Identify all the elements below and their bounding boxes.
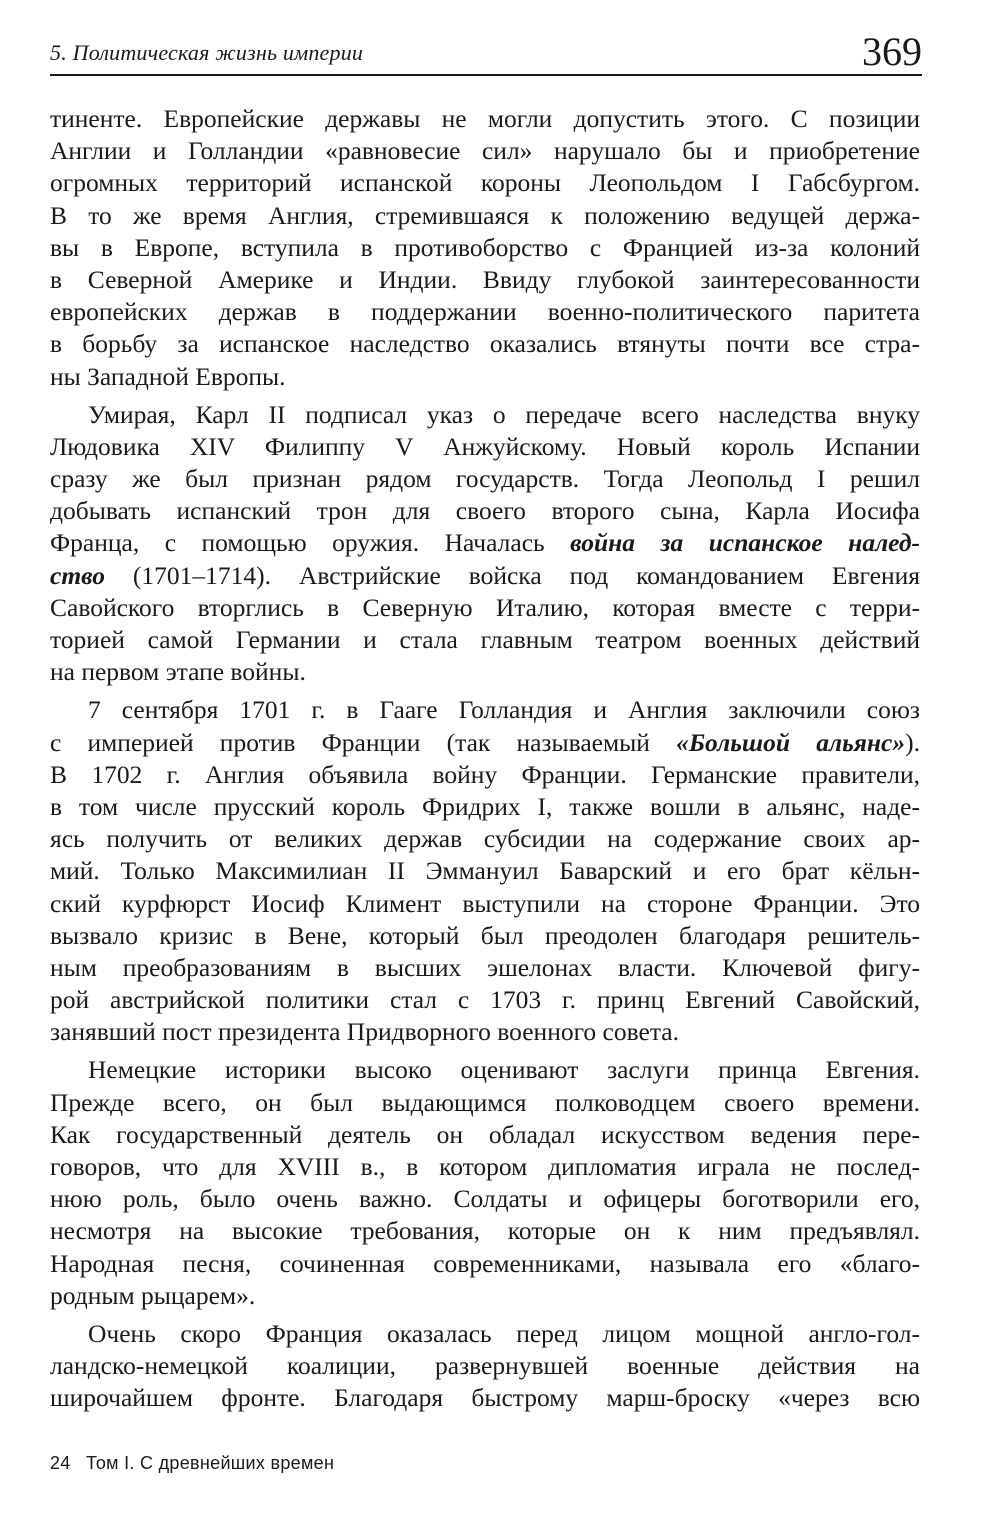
text-line bbox=[50, 1248, 920, 1280]
text-segment: в Северной Америке и Индии. Ввиду глубокой заинтересованности bbox=[50, 264, 920, 294]
text-line bbox=[50, 759, 920, 791]
text-line bbox=[50, 495, 920, 527]
text-segment: широчайшем фронте. Благодаря быстрому марш-броску «через всю bbox=[50, 1383, 920, 1413]
text-line bbox=[50, 527, 920, 559]
text-segment: тиненте. Европейские державы не могли допустить этого. С позиции bbox=[50, 104, 920, 133]
text-segment: 7 сентября 1701 г. в Гааге Голландия и Англия заключили союз bbox=[88, 695, 920, 725]
text-segment: Англии и Голландии «равновесие сил» нарушало бы и приобретение bbox=[50, 136, 920, 166]
text-line bbox=[50, 135, 920, 167]
text-segment: родным рыцарем». bbox=[50, 1280, 256, 1310]
text-segment: в том числе прусский король Фридрих I, также вошли в альянс, наде- bbox=[50, 791, 920, 821]
text-line bbox=[50, 103, 920, 135]
text-line bbox=[50, 624, 920, 656]
paragraph bbox=[50, 1054, 920, 1312]
text-segment: добывать испанский трон для своего второго сына, Карла Иосифа bbox=[50, 496, 920, 526]
text-segment: (1701–1714). Австрийские войска под командованием Евгения bbox=[104, 560, 920, 590]
text-segment: Немецкие историки высоко оценивают заслуги принца Евгения. bbox=[88, 1055, 920, 1085]
text-segment: рой австрийской политики стал с 1703 г. принц Евгений Савойский, bbox=[50, 985, 920, 1015]
text-segment: вызвало кризис в Вене, который был преодолен благодаря решитель- bbox=[50, 920, 920, 950]
text-segment: торией самой Германии и стала главным театром военных действий bbox=[50, 625, 920, 654]
text-line bbox=[50, 560, 920, 592]
text-segment: вы в Европе, вступила в противоборство с Францией из-за колоний bbox=[50, 232, 920, 262]
text-line bbox=[50, 1280, 920, 1312]
text-segment: сразу же был признан рядом государств. Тогда Леопольд I решил bbox=[50, 464, 920, 494]
text-line bbox=[50, 694, 920, 726]
text-line bbox=[50, 1215, 920, 1247]
page-number: 369 bbox=[862, 29, 922, 74]
text-line bbox=[50, 920, 920, 952]
text-segment: Очень скоро Франция оказалась перед лицом мощной англо-гол- bbox=[88, 1318, 920, 1348]
text-line bbox=[50, 1350, 920, 1382]
emphasized-term: «Большой альянс» bbox=[676, 727, 906, 757]
paragraph bbox=[50, 1318, 920, 1415]
paragraph bbox=[50, 399, 920, 689]
text-line bbox=[50, 1119, 920, 1151]
text-line bbox=[50, 361, 920, 393]
text-line bbox=[50, 1054, 920, 1086]
text-line bbox=[50, 823, 920, 855]
section-title: 5. Политическая жизнь империи bbox=[50, 40, 364, 65]
text-segment: в борьбу за испанское наследство оказались втянуты почти все стра- bbox=[50, 329, 920, 359]
text-line bbox=[50, 264, 920, 296]
emphasized-term: война за испанское налед- bbox=[570, 528, 920, 558]
volume-title: Том I. С древнейших времен bbox=[85, 1453, 335, 1473]
text-segment: с империей против Франции (так называемый bbox=[50, 727, 677, 757]
text-segment: Как государственный деятель он обладал искусством ведения пере- bbox=[50, 1119, 920, 1149]
text-segment: Умирая, Карл II подписал указ о передаче всего наследства внуку bbox=[88, 399, 920, 429]
text-segment: Людовика XIV Филиппу V Анжуйскому. Новый король Испании bbox=[50, 431, 920, 461]
text-line bbox=[50, 463, 920, 495]
paragraph bbox=[50, 694, 920, 1048]
text-segment: ным преобразованиям в высших эшелонах власти. Ключевой фигу- bbox=[50, 952, 920, 982]
text-line bbox=[50, 984, 920, 1016]
footer bbox=[50, 1453, 334, 1474]
text-segment: несмотря на высокие требования, которые он к ним предъявлял. bbox=[50, 1216, 920, 1246]
running-head bbox=[50, 30, 922, 76]
text-segment: Прежде всего, он был выдающимся полководцем своего времени. bbox=[50, 1087, 920, 1117]
text-line bbox=[50, 1016, 920, 1048]
text-line bbox=[50, 328, 920, 360]
text-line bbox=[50, 888, 920, 920]
text-line bbox=[50, 592, 920, 624]
text-segment: занявший пост президента Придворного военного совета. bbox=[50, 1017, 679, 1047]
text-line bbox=[50, 296, 920, 328]
signature-number: 24 bbox=[50, 1453, 71, 1473]
text-segment: В то же время Англия, стремившаяся к положению ведущей держа- bbox=[50, 200, 920, 230]
body-text bbox=[50, 103, 920, 1415]
text-segment: ландско-немецкой коалиции, развернувшей военные действия на bbox=[50, 1351, 920, 1381]
text-line bbox=[50, 1151, 920, 1183]
text-line bbox=[50, 952, 920, 984]
text-segment: ский курфюрст Иосиф Климент выступили на стороне Франции. Это bbox=[50, 888, 920, 918]
text-segment: Народная песня, сочиненная современниками, называла его «благо- bbox=[50, 1248, 920, 1278]
text-segment: ясь получить от великих держав субсидии на содержание своих ар- bbox=[50, 824, 920, 854]
text-segment: нюю роль, было очень важно. Солдаты и офицеры боготворили его, bbox=[50, 1184, 920, 1214]
text-line bbox=[50, 727, 920, 759]
paragraph bbox=[50, 103, 920, 393]
text-segment: на первом этапе войны. bbox=[50, 657, 306, 687]
text-line bbox=[50, 855, 920, 887]
text-segment: огромных территорий испанской короны Леопольдом I Габсбургом. bbox=[50, 168, 920, 198]
text-line bbox=[50, 1087, 920, 1119]
text-line bbox=[50, 200, 920, 232]
text-segment: ). bbox=[905, 727, 920, 757]
text-segment: мий. Только Максимилиан II Эммануил Баварский и его брат кёльн- bbox=[50, 856, 920, 886]
text-segment: европейских держав в поддержании военно-политического паритета bbox=[50, 297, 920, 327]
text-segment: говоров, что для XVIII в., в котором дипломатия играла не послед- bbox=[50, 1152, 920, 1181]
text-segment: ны Западной Европы. bbox=[50, 361, 286, 391]
text-line bbox=[50, 656, 920, 688]
text-line bbox=[50, 1382, 920, 1414]
text-line bbox=[50, 1318, 920, 1350]
emphasized-term: ство bbox=[50, 560, 105, 590]
text-segment: В 1702 г. Англия объявила войну Франции. Германские правители, bbox=[50, 759, 920, 789]
text-line bbox=[50, 399, 920, 431]
text-line bbox=[50, 167, 920, 199]
text-line bbox=[50, 791, 920, 823]
text-line bbox=[50, 232, 920, 264]
text-line bbox=[50, 1183, 920, 1215]
text-line bbox=[50, 431, 920, 463]
text-segment: Франца, с помощью оружия. Началась bbox=[50, 528, 571, 558]
text-segment: Савойского вторглись в Северную Италию, которая вместе с терри- bbox=[50, 592, 920, 622]
